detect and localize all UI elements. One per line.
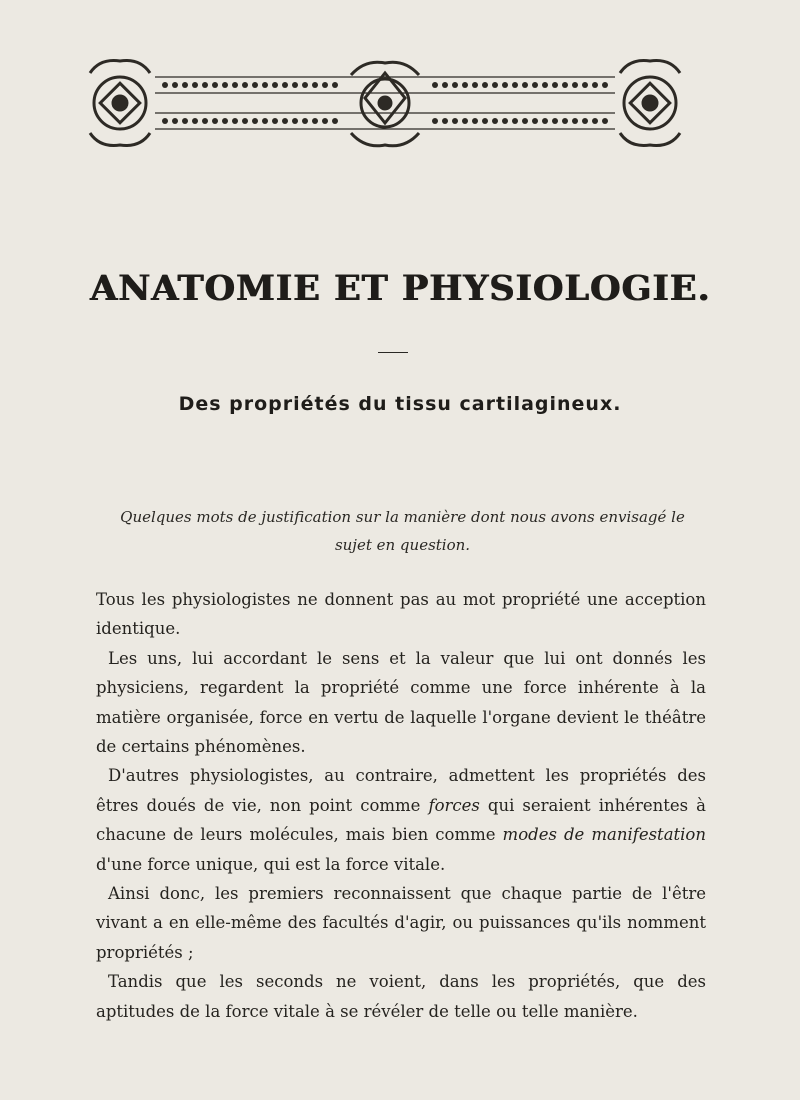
paragraph bbox=[96, 761, 706, 879]
emphasis-text: modes de manifestation bbox=[502, 825, 706, 845]
subtitle-italic: Quelques mots de justification sur la manière dont nous avons envisagé le sujet en question. bbox=[120, 508, 685, 554]
emphasis-text: forces bbox=[428, 795, 480, 815]
paragraph-text: d'une force unique, qui est la force vitale. bbox=[96, 854, 446, 874]
page-title: ANATOMIE ET PHYSIOLOGIE. bbox=[89, 268, 711, 309]
body-text bbox=[96, 585, 706, 1026]
paragraph-text: D'autres physiologistes, au contraire, admettent les propriétés des êtres doués de vie, non point comme bbox=[96, 766, 706, 815]
paragraph: Tandis que les seconds ne voient, dans les propriétés, que des aptitudes de la force vitale à se révéler de telle ou telle manière. bbox=[96, 972, 706, 1021]
paragraph: Les uns, lui accordant le sens et la valeur que lui ont donnés les physiciens, regardent la propriété comme une force inhérente à la matière organisée, force en vertu de laquelle l'organe devient le théâtre de certains phénomènes. bbox=[96, 648, 706, 757]
title-divider bbox=[378, 352, 408, 353]
decorative-header-ornament bbox=[75, 55, 695, 160]
paragraph: Tous les physiologistes ne donnent pas au mot propriété une acception identique. bbox=[96, 590, 706, 639]
paragraph: Ainsi donc, les premiers reconnaissent que chaque partie de l'être vivant a en elle-même des facultés d'agir, ou puissances qu'ils nomment propriétés ; bbox=[96, 884, 706, 962]
section-heading: Des propriétés du tissu cartilagineux. bbox=[178, 393, 622, 415]
paragraph-text: qui seraient inhérentes à chacune de leurs molécules, mais bien comme bbox=[96, 795, 706, 845]
